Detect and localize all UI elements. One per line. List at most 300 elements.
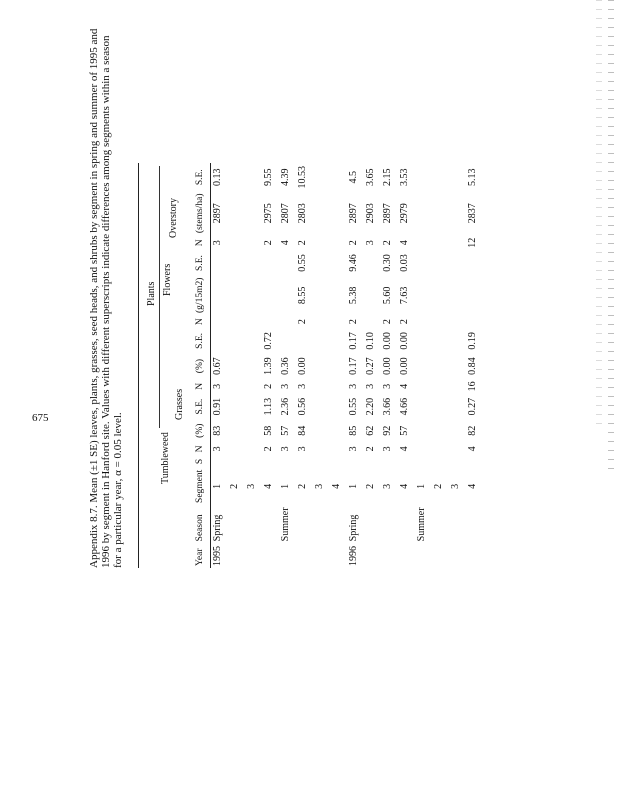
table-row [413,163,430,568]
table-cell [413,442,430,455]
table-cell: 0.00 [399,357,410,375]
table-cell: 3 [246,483,257,489]
table-cell: 0.27 [467,397,478,416]
table-cell [226,192,243,236]
table-cell: 3 [450,483,461,489]
table-cell: 12 [467,237,478,248]
table-cell: 2 [263,383,274,389]
table-cell [447,394,464,419]
table-cell [413,250,430,275]
table-cell [328,192,345,236]
table-cell [226,379,243,394]
table-cell [243,442,260,455]
table-cell [294,505,311,543]
table-cell [430,276,447,315]
table-row [243,163,260,568]
table-cell [243,456,260,468]
table-cell [328,505,345,543]
table-cell [447,163,464,192]
group-header-grasses: Grasses [174,388,185,420]
table-cell: 2 [263,446,274,452]
table-row [447,163,464,568]
table-cell [413,276,430,315]
table-cell [209,456,226,468]
table-cell: 62 [365,425,376,436]
table-cell [447,379,464,394]
table-cell: Spring [212,514,223,542]
table-cell: 4 [280,240,291,246]
table-cell [413,543,430,568]
table-cell: 3 [382,483,393,489]
table-cell [413,354,430,379]
table-cell [430,419,447,442]
table-cell [277,456,294,468]
table-cell [311,235,328,250]
table-cell [447,192,464,236]
table-cell [328,456,345,468]
table-cell [260,456,277,468]
table-cell [447,250,464,275]
table-cell [328,235,345,250]
table-cell: 84 [297,425,308,436]
table-cell: 0.72 [263,332,274,350]
table-cell [243,543,260,568]
table-cell: 3 [212,240,223,246]
col-header: Segment [195,469,205,503]
group-header-overstory: Overstory [168,198,179,238]
table-cell [447,328,464,353]
table-cell: 2897 [348,203,359,224]
table-cell: 0.00 [399,332,410,350]
col-header: S [195,458,205,465]
col-header: N [195,318,205,326]
table-top-rule [138,163,139,568]
table-cell: 2 [348,240,359,246]
table-cell [260,315,277,328]
table-cell: 2837 [467,203,478,224]
header-bottom-rule [210,163,211,568]
table-cell [226,419,243,442]
table-cell [328,419,345,442]
table-cell: 3.66 [382,397,393,416]
plants-underline [159,166,160,428]
table-cell [464,543,481,568]
table-cell: 3 [382,446,393,452]
table-cell: 5.38 [348,286,359,305]
table-cell [396,505,413,543]
table-cell: 85 [348,425,359,436]
col-header: S.E. [195,169,205,186]
table-cell [311,442,328,455]
table-cell [294,543,311,568]
table-cell: 4.5 [348,171,359,184]
table-row [430,163,447,568]
table-cell [328,379,345,394]
table-cell: 10.53 [297,166,308,189]
table-cell: 2897 [212,203,223,224]
table-cell [226,543,243,568]
table-cell: 4.39 [280,168,291,186]
table-cell [311,163,328,192]
table-cell: 57 [280,425,291,436]
table-cell: 3 [297,383,308,389]
table-cell [362,505,379,543]
table-cell: 3 [297,446,308,452]
table-row [328,163,345,568]
table-cell: 5.60 [382,286,393,305]
table-cell [345,456,362,468]
table-cell [413,163,430,192]
table-cell: 4 [331,483,342,489]
col-header: Season [195,514,205,542]
table-cell [362,543,379,568]
table-cell: 0.00 [382,332,393,350]
table-cell: 0.91 [212,397,223,416]
table-cell: 2 [297,483,308,489]
table-cell: 16 [467,381,478,392]
table-cell [430,328,447,353]
table-cell [447,315,464,328]
table-cell: 57 [399,425,410,436]
column-header-row [192,163,209,568]
table-cell: 1 [212,483,223,489]
scan-margin-noise-2 [596,0,602,430]
table-cell [294,328,311,353]
table-cell [328,276,345,315]
table-cell [464,250,481,275]
table-cell: 4 [399,383,410,389]
table-cell [328,394,345,419]
table-cell: 4 [399,483,410,489]
table-cell [311,543,328,568]
table-cell: 2979 [399,203,410,224]
table-cell: 0.55 [348,397,359,416]
table-cell: 1 [348,483,359,489]
table-cell [226,315,243,328]
table-cell [430,163,447,192]
table-cell [311,250,328,275]
table-cell [328,543,345,568]
table-cell: 3 [314,483,325,489]
group-header-flowers: Flowers [162,263,173,296]
table-cell [464,456,481,468]
table-cell [413,419,430,442]
table-cell: 2803 [297,203,308,224]
table-cell [430,379,447,394]
table-cell [311,456,328,468]
table-cell: 0.67 [212,357,223,375]
table-cell [311,505,328,543]
table-row [294,163,311,568]
table-cell: 3 [212,383,223,389]
table-cell [226,505,243,543]
table-cell [243,419,260,442]
table-cell [430,250,447,275]
table-cell [447,442,464,455]
table-cell [277,276,294,315]
table-cell [311,394,328,419]
table-cell: 0.00 [382,357,393,375]
table-cell: 0.27 [365,357,376,375]
table-cell [243,328,260,353]
table-cell [430,394,447,419]
table-cell: Spring [348,514,359,542]
table-cell [311,276,328,315]
data-table [192,163,481,568]
table-cell [447,276,464,315]
col-header: N [195,445,205,453]
table-cell: 0.03 [399,254,410,272]
table-cell: 2807 [280,203,291,224]
table-cell [379,456,396,468]
table-cell: 9.55 [263,168,274,186]
table-cell [430,354,447,379]
table-cell [464,276,481,315]
table-cell [311,354,328,379]
table-cell [447,543,464,568]
table-cell [464,315,481,328]
table-cell [311,192,328,236]
table-cell [226,276,243,315]
table-cell: 4 [467,446,478,452]
table-cell: Summer [280,507,291,542]
table-cell [447,419,464,442]
table-cell [243,276,260,315]
col-header: (stems/ha) [195,193,205,234]
table-cell: 82 [467,425,478,436]
table-cell: 4 [399,446,410,452]
table-cell: 1.13 [263,397,274,416]
table-cell: 3 [365,240,376,246]
table-cell: 0.10 [365,332,376,350]
table-cell: 0.84 [467,357,478,375]
col-header: S.E. [195,333,205,349]
table-cell [311,419,328,442]
table-cell: 2 [382,319,393,325]
table-cell: 2903 [365,203,376,224]
table-cell [413,328,430,353]
table-cell: 3 [280,446,291,452]
table-cell [362,250,379,275]
table-cell [413,315,430,328]
table-cell [447,235,464,250]
table-cell: 2 [365,483,376,489]
table-cell [328,328,345,353]
page-number: 675 [32,412,49,424]
table-cell [396,543,413,568]
table-cell [243,235,260,250]
table-cell [413,379,430,394]
table-cell [226,394,243,419]
scan-margin-noise [608,0,614,470]
table-cell: 0.36 [280,357,291,375]
table-cell: Summer [416,507,427,542]
table-row [209,163,226,568]
table-cell: 2 [433,483,444,489]
table-cell: 1 [416,483,427,489]
table-cell: 0.13 [212,168,223,186]
table-cell [413,235,430,250]
table-cell [430,543,447,568]
table-cell [328,354,345,379]
table-cell: 0.30 [382,254,393,272]
table-cell [226,354,243,379]
table-cell: 92 [382,425,393,436]
table-cell [243,394,260,419]
table-cell: 4 [263,483,274,489]
table-cell [209,276,226,315]
table-cell: 2 [297,240,308,246]
table-row [379,163,396,568]
table-row [396,163,413,568]
table-cell [209,250,226,275]
table-row [345,163,362,568]
table-cell [430,456,447,468]
table-cell: 3 [382,383,393,389]
table-cell [243,163,260,192]
table-cell: 2 [348,319,359,325]
table-cell [294,456,311,468]
table-cell [430,442,447,455]
table-cell [243,315,260,328]
table-cell: 7.63 [399,286,410,305]
table-cell: 0.19 [467,332,478,350]
table-cell: 0.56 [297,397,308,416]
rotated-table-page [88,28,478,568]
table-cell [243,379,260,394]
table-cell [430,235,447,250]
table-cell: 2.36 [280,397,291,416]
table-cell [226,235,243,250]
table-cell: 8.55 [297,286,308,305]
table-cell [447,456,464,468]
table-cell [209,315,226,328]
table-cell [243,354,260,379]
table-cell: 5.13 [467,168,478,186]
table-row [226,163,243,568]
table-cell [260,276,277,315]
table-cell [328,250,345,275]
table-cell [226,456,243,468]
table-cell: 2897 [382,203,393,224]
table-cell [311,379,328,394]
table-cell: 3 [212,446,223,452]
table-cell [328,315,345,328]
table-cell [447,354,464,379]
col-header: N [195,239,205,247]
table-cell [277,543,294,568]
group-header-plants: Plants [146,281,157,306]
table-cell: 2 [399,319,410,325]
table-body [209,163,481,568]
table-cell: 3 [348,446,359,452]
table-cell [226,328,243,353]
col-header: (%) [195,358,205,374]
table-cell: 4 [467,483,478,489]
table-cell [260,543,277,568]
table-cell: 4 [399,240,410,246]
table-cell [277,315,294,328]
table-cell [277,250,294,275]
table-cell: 2.15 [382,168,393,186]
table-cell [226,442,243,455]
table-row [311,163,328,568]
table-row [277,163,294,568]
table-cell: 3 [348,383,359,389]
table-cell [379,543,396,568]
col-header: (%) [195,423,205,438]
table-cell [379,505,396,543]
table-cell [311,328,328,353]
table-cell: 2 [382,240,393,246]
table-cell [209,328,226,353]
table-cell: 3 [365,383,376,389]
col-header: S.E. [195,255,205,271]
table-cell [362,315,379,328]
table-cell: 2 [263,240,274,246]
table-cell: 0.17 [348,332,359,350]
table-cell [447,505,464,543]
group-header-tumbleweed: Tumbleweed [160,432,171,484]
table-cell: 3.65 [365,168,376,186]
table-cell: 1996 [348,546,359,566]
table-cell [226,163,243,192]
table-row [464,163,481,568]
table-cell: 4.66 [399,397,410,416]
table-cell [243,505,260,543]
table-cell [413,192,430,236]
table-cell: 2975 [263,203,274,224]
table-cell [464,505,481,543]
table-cell: 0.55 [297,254,308,272]
table-row [260,163,277,568]
table-row [362,163,379,568]
table-cell: 0.00 [297,357,308,375]
table-cell [243,192,260,236]
table-caption: Appendix 8.7. Mean (±1 SE) leaves, plants, grasses, seed heads, and shrubs by segment in spring and summer of 1995 and 1996 by segment in Hanford site. Values with different superscripts indicate differences among segments within a season for a particular year, α = 0.05 level. [88,28,124,568]
table-cell: 3 [280,383,291,389]
table-cell [243,250,260,275]
table-cell [277,328,294,353]
table-cell: 2 [365,446,376,452]
table-cell [396,456,413,468]
table-cell [260,250,277,275]
table-cell: 1995 [212,546,223,566]
table-cell [430,315,447,328]
table-cell [413,394,430,419]
table-cell: 58 [263,425,274,436]
table-cell: 9.46 [348,254,359,272]
table-cell: 2 [229,483,240,489]
col-header: (g/15m2) [195,277,205,313]
table-cell [413,456,430,468]
col-header: Year [195,548,205,566]
table-cell: 0.17 [348,357,359,375]
table-cell: 1.39 [263,357,274,375]
table-cell: 2.20 [365,397,376,416]
table-cell [430,505,447,543]
table-cell [362,456,379,468]
table-cell [226,250,243,275]
table-cell: 83 [212,425,223,436]
col-header: S.E. [195,398,205,415]
table-cell [260,505,277,543]
table-cell [430,192,447,236]
table-cell: 2 [297,319,308,325]
col-header: N [195,382,205,390]
table-cell: 3.53 [399,168,410,186]
table-cell: 1 [280,483,291,489]
